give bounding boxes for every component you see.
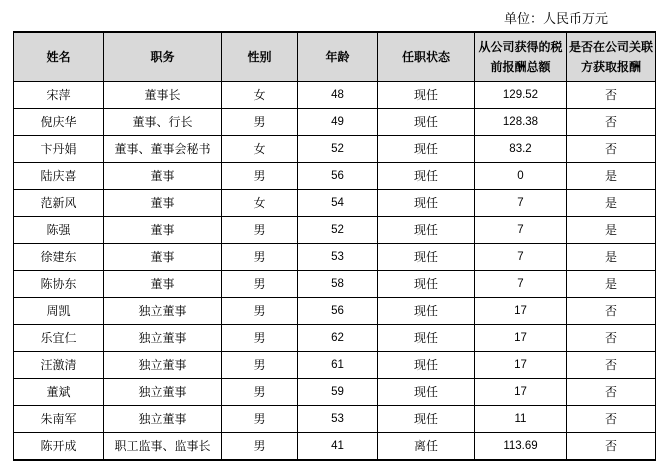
header-name: 姓名	[14, 32, 104, 82]
cell-position: 独立董事	[104, 379, 222, 406]
cell-name: 卞丹娟	[14, 136, 104, 163]
table-row	[14, 217, 656, 244]
cell-name: 宋萍	[14, 82, 104, 109]
cell-gender: 男	[222, 406, 298, 433]
table-row	[14, 325, 656, 352]
cell-position: 董事	[104, 271, 222, 298]
cell-status: 现任	[378, 244, 475, 271]
cell-pay: 113.69	[475, 433, 567, 461]
cell-name: 朱南军	[14, 406, 104, 433]
header-related-line2: 方获取报酬	[580, 60, 641, 74]
table-row	[14, 379, 656, 406]
cell-gender: 女	[222, 190, 298, 217]
cell-gender: 男	[222, 352, 298, 379]
cell-position: 董事、行长	[104, 109, 222, 136]
cell-age: 61	[298, 352, 378, 379]
cell-position: 董事长	[104, 82, 222, 109]
cell-related: 否	[567, 109, 656, 136]
cell-age: 59	[298, 379, 378, 406]
cell-position: 职工监事、监事长	[104, 433, 222, 461]
cell-pay: 128.38	[475, 109, 567, 136]
cell-gender: 男	[222, 163, 298, 190]
cell-age: 56	[298, 163, 378, 190]
table-row	[14, 433, 656, 461]
header-gender: 性别	[222, 32, 298, 82]
cell-age: 49	[298, 109, 378, 136]
cell-age: 52	[298, 136, 378, 163]
header-pay-line2: 前报酬总额	[490, 60, 551, 74]
cell-age: 48	[298, 82, 378, 109]
cell-name: 陈开成	[14, 433, 104, 461]
cell-position: 独立董事	[104, 406, 222, 433]
cell-status: 现任	[378, 217, 475, 244]
cell-gender: 女	[222, 82, 298, 109]
cell-position: 董事	[104, 163, 222, 190]
unit-note: 单位：人民币万元	[503, 12, 608, 27]
cell-name: 董斌	[14, 379, 104, 406]
cell-age: 52	[298, 217, 378, 244]
cell-pay: 11	[475, 406, 567, 433]
cell-related: 是	[567, 244, 656, 271]
compensation-table	[13, 31, 656, 461]
cell-pay: 17	[475, 298, 567, 325]
cell-status: 离任	[378, 433, 475, 461]
header-pay-line1: 从公司获得的税	[478, 40, 563, 54]
header-related-line1: 是否在公司关联	[568, 40, 653, 54]
cell-name: 乐宜仁	[14, 325, 104, 352]
cell-related: 是	[567, 190, 656, 217]
cell-pay: 0	[475, 163, 567, 190]
cell-related: 否	[567, 433, 656, 461]
cell-status: 现任	[378, 352, 475, 379]
cell-gender: 男	[222, 379, 298, 406]
cell-pay: 129.52	[475, 82, 567, 109]
header-pay	[475, 32, 567, 82]
table-row	[14, 190, 656, 217]
cell-gender: 男	[222, 217, 298, 244]
cell-pay: 7	[475, 190, 567, 217]
cell-related: 否	[567, 136, 656, 163]
cell-position: 独立董事	[104, 325, 222, 352]
cell-gender: 男	[222, 244, 298, 271]
table-body	[14, 82, 656, 461]
cell-status: 现任	[378, 109, 475, 136]
cell-pay: 7	[475, 244, 567, 271]
cell-related: 否	[567, 352, 656, 379]
cell-gender: 男	[222, 109, 298, 136]
cell-position: 董事、董事会秘书	[104, 136, 222, 163]
table-row	[14, 109, 656, 136]
cell-gender: 男	[222, 433, 298, 461]
cell-pay: 17	[475, 352, 567, 379]
cell-status: 现任	[378, 298, 475, 325]
table-row	[14, 163, 656, 190]
cell-status: 现任	[378, 379, 475, 406]
cell-related: 否	[567, 406, 656, 433]
cell-gender: 女	[222, 136, 298, 163]
table-row	[14, 244, 656, 271]
cell-status: 现任	[378, 406, 475, 433]
cell-status: 现任	[378, 163, 475, 190]
cell-age: 53	[298, 406, 378, 433]
cell-gender: 男	[222, 271, 298, 298]
header-row	[14, 32, 656, 82]
table-row	[14, 298, 656, 325]
cell-status: 现任	[378, 271, 475, 298]
cell-related: 否	[567, 82, 656, 109]
cell-related: 是	[567, 217, 656, 244]
cell-name: 周凯	[14, 298, 104, 325]
header-status: 任职状态	[378, 32, 475, 82]
cell-name: 汪激清	[14, 352, 104, 379]
cell-gender: 男	[222, 325, 298, 352]
cell-gender: 男	[222, 298, 298, 325]
table-row	[14, 82, 656, 109]
cell-position: 独立董事	[104, 298, 222, 325]
cell-related: 是	[567, 271, 656, 298]
table-row	[14, 406, 656, 433]
cell-age: 54	[298, 190, 378, 217]
cell-age: 53	[298, 244, 378, 271]
header-age: 年龄	[298, 32, 378, 82]
cell-age: 41	[298, 433, 378, 461]
cell-name: 陈强	[14, 217, 104, 244]
cell-name: 陈协东	[14, 271, 104, 298]
table-row	[14, 352, 656, 379]
cell-pay: 83.2	[475, 136, 567, 163]
cell-pay: 7	[475, 217, 567, 244]
cell-name: 徐建东	[14, 244, 104, 271]
cell-status: 现任	[378, 190, 475, 217]
cell-age: 58	[298, 271, 378, 298]
cell-status: 现任	[378, 82, 475, 109]
header-position: 职务	[104, 32, 222, 82]
cell-related: 否	[567, 379, 656, 406]
cell-status: 现任	[378, 325, 475, 352]
cell-related: 否	[567, 325, 656, 352]
header-related	[567, 32, 656, 82]
cell-name: 范新风	[14, 190, 104, 217]
cell-position: 董事	[104, 244, 222, 271]
cell-position: 董事	[104, 190, 222, 217]
table-row	[14, 136, 656, 163]
cell-pay: 7	[475, 271, 567, 298]
cell-age: 56	[298, 298, 378, 325]
cell-related: 否	[567, 298, 656, 325]
cell-related: 是	[567, 163, 656, 190]
cell-age: 62	[298, 325, 378, 352]
cell-position: 董事	[104, 217, 222, 244]
cell-pay: 17	[475, 379, 567, 406]
cell-position: 独立董事	[104, 352, 222, 379]
table-row	[14, 271, 656, 298]
cell-status: 现任	[378, 136, 475, 163]
cell-pay: 17	[475, 325, 567, 352]
cell-name: 倪庆华	[14, 109, 104, 136]
cell-name: 陆庆喜	[14, 163, 104, 190]
